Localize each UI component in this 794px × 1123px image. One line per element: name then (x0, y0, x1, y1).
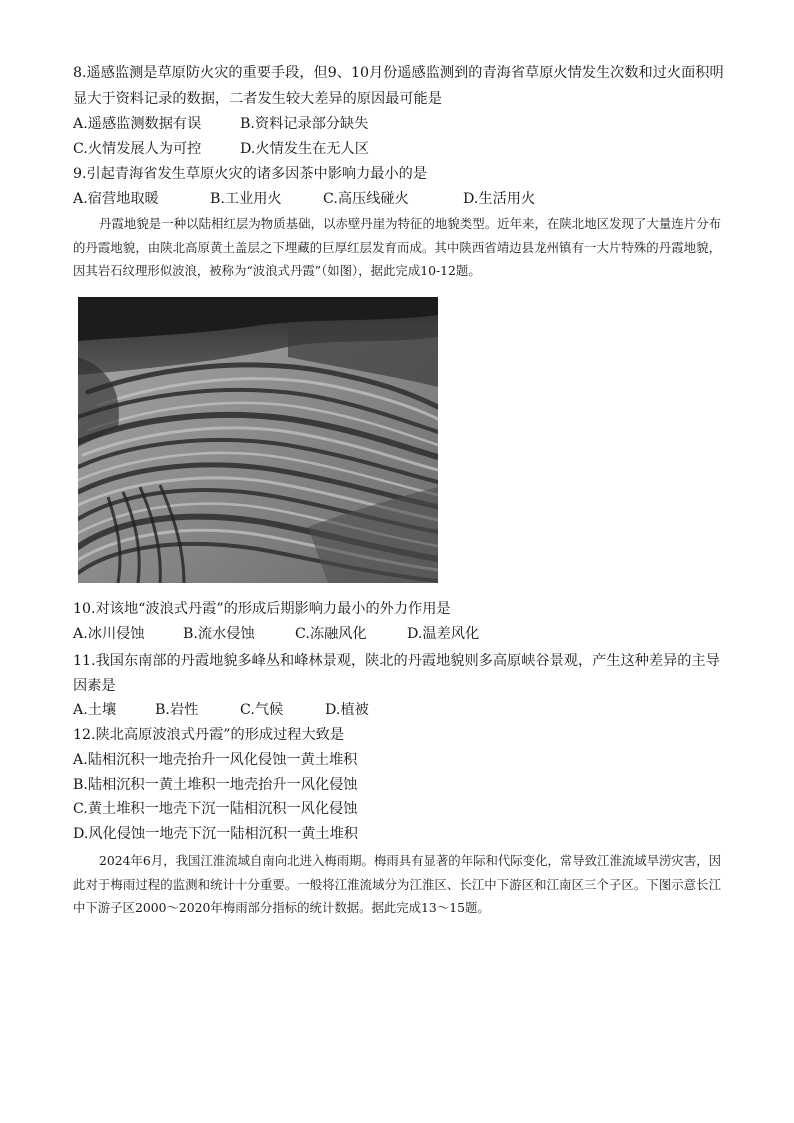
passage-danxia (73, 212, 721, 283)
wave-danxia-rock-photo (78, 297, 438, 583)
q10-option-a[interactable]: A.冰川侵蚀 (73, 626, 145, 642)
q11-option-b[interactable]: B.岩性 (155, 702, 199, 718)
q10-option-c[interactable]: C.冻融风化 (295, 626, 367, 642)
q10-option-b[interactable]: B.流水侵蚀 (183, 626, 255, 642)
q8-stem-line1: 8.遥感监测是草原防火灾的重要手段，但9、10月份遥感监测到的青海省草原火情发生次数和过火面积明 (73, 65, 724, 81)
q9-option-b[interactable]: B.工业用火 (210, 191, 282, 207)
q11-stem-line2: 因素是 (73, 678, 116, 694)
q9-option-c[interactable]: C.高压线碰火 (323, 191, 409, 207)
q11-option-d[interactable]: D.植被 (325, 702, 369, 718)
q9-option-d[interactable]: D.生活用火 (463, 191, 536, 207)
q8-option-b[interactable]: B.资料记录部分缺失 (240, 116, 369, 132)
passage-meiyu-text: 2024年6月，我国江淮流域自南向北进入梅雨期。梅雨具有显著的年际和代际变化，常导致江淮流域旱涝灾害，因此对于梅雨过程的监测和统计十分重要。一般将江淮流域分为江淮区、长江中下游区和江南区三个子区。下图示意长江中下游子区2000～2020年梅雨部分指标的统计数据。据此完成13～15题。 (73, 853, 721, 915)
q12-option-b[interactable]: B.陆相沉积一黄土堆积一地壳抬升一风化侵蚀 (73, 777, 358, 793)
q11-option-a[interactable]: A.土壤 (73, 702, 117, 718)
q11-option-c[interactable]: C.气候 (240, 702, 284, 718)
q8-option-d[interactable]: D.火情发生在无人区 (240, 141, 369, 157)
q9-option-a[interactable]: A.宿营地取暖 (73, 191, 159, 207)
q12-option-a[interactable]: A.陆相沉积一地壳抬升一风化侵蚀一黄土堆积 (73, 752, 358, 768)
q9-stem: 9.引起青海省发生草原火灾的诸多因茶中影响力最小的是 (73, 166, 428, 182)
q10-option-d[interactable]: D.温差风化 (407, 626, 480, 642)
q11-stem-line1: 11.我国东南部的丹霞地貌多峰丛和峰林景观，陕北的丹霞地貌则多高原峡谷景观，产生这种差异的主导 (73, 653, 720, 669)
q8-option-a[interactable]: A.遥感监测数据有误 (73, 116, 202, 132)
q12-option-c[interactable]: C.黄土堆积一地壳下沉一陆相沉积一风化侵蚀 (73, 801, 358, 817)
q8-stem-line2: 显大于资料记录的数据，二者发生较大差异的原因最可能是 (73, 91, 442, 107)
q8-option-c[interactable]: C.火情发展人为可控 (73, 141, 202, 157)
q12-stem: 12.陕北高原波浪式丹霞”的形成过程大致是 (73, 727, 345, 743)
passage-meiyu (73, 849, 721, 920)
photo-drawing (78, 297, 438, 583)
passage-danxia-text: 丹霞地貌是一种以陆相红层为物质基础，以赤壁丹崖为特征的地貌类型。近年来，在陕北地区发现了大量连片分布的丹霞地貌，由陕北高原黄土盖层之下埋藏的巨厚红层发育而成。其中陕西省靖边县龙州镇有一大片特殊的丹霞地貌，因其岩石纹理形似波浪，被称为“波浪式丹霞”（如图），据此完成10-12题。 (73, 216, 721, 278)
q10-stem: 10.对该地“波浪式丹霞”的形成后期影响力最小的外力作用是 (73, 601, 451, 617)
q12-option-d[interactable]: D.风化侵蚀一地壳下沉一陆相沉积一黄土堆积 (73, 826, 358, 842)
